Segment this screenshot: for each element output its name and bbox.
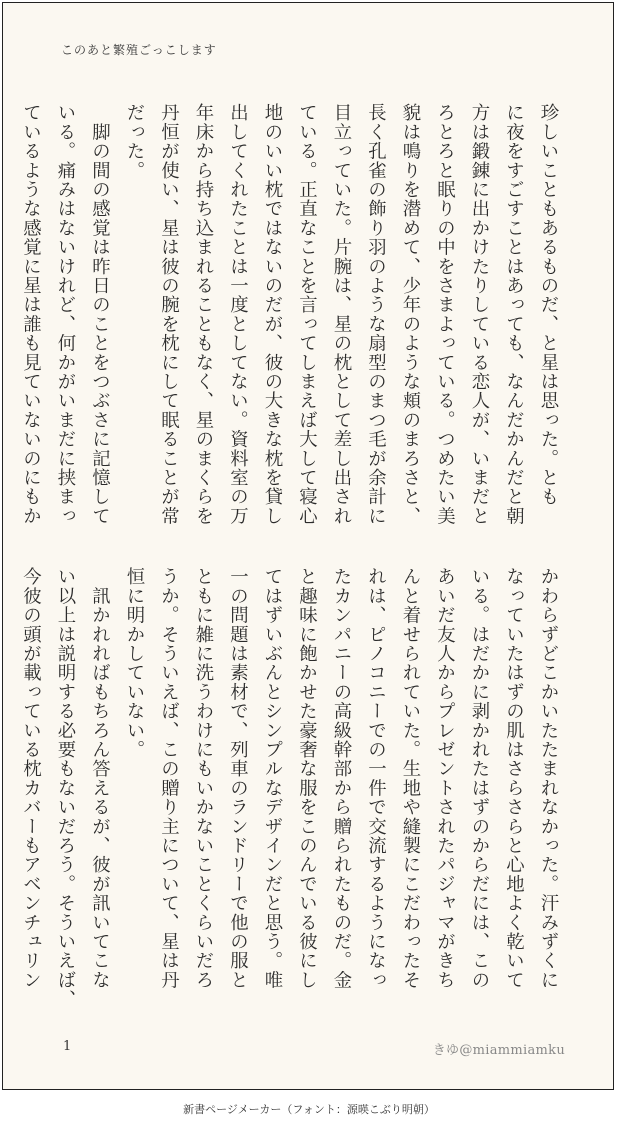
text-line: 地のいい枕ではないのだが、彼の大きな枕を貸し <box>262 103 283 526</box>
text-line: い以上は説明する必要もないだろう。そういえば、 <box>55 567 76 1009</box>
text-line: 脚の間の感覚は昨日のことをつぶさに記憶して <box>89 103 111 526</box>
text-line: ているような感覚に星は誰も見ていないのにもか <box>20 103 42 526</box>
author-handle: きゆ@miammiamku <box>432 1043 565 1058</box>
text-line: 恒に明かしていない。 <box>124 567 145 759</box>
text-line: 今彼の頭が載っている枕カバーもアベンチュリン <box>20 567 42 990</box>
page-title: このあと繁殖ごっこします <box>61 43 217 57</box>
text-line: 貌は鳴りを潜めて、少年のような頬のまろさと、 <box>400 103 421 526</box>
text-line: いる。はだかに剥かれたはずのからだには、この <box>469 567 490 990</box>
text-line: 年床から持ち込まれることもなく、星のまくらを <box>193 103 214 526</box>
text-line: いる。痛みはないけれど、何かがいまだに挟まっ <box>55 103 76 526</box>
text-block-lower <box>13 567 565 1009</box>
page <box>2 2 614 1090</box>
text-line: 珍しいこともあるものだ、と星は思った。とも <box>538 103 559 507</box>
text-line: かわらずどこかいたたまれなかった。汗みずくに <box>538 567 559 990</box>
text-line: んと着せられていた。生地や縫製にこだわったそ <box>400 567 421 990</box>
text-line: なっていたはずの肌はさらさらと心地よく乾いて <box>503 567 525 990</box>
page-number: 1 <box>63 1039 72 1054</box>
text-line: ともに雑に洗うわけにもいかないことくらいだろ <box>193 567 214 990</box>
text-line: れは、ピノコニーでの一件で交流するようになっ <box>365 567 387 990</box>
text-line: うか。そういえば、この贈り主について、星は丹 <box>158 567 180 990</box>
text-line: 目立っていた。片腕は、星の枕として差し出され <box>331 103 352 526</box>
text-line: てはずいぶんとシンプルなデザインだと思う。唯 <box>262 567 283 990</box>
text-line: ろとろと眠りの中をさまよっている。つめたい美 <box>434 103 456 526</box>
text-line: に夜をすごすことはあっても、なんだかんだと朝 <box>503 103 525 526</box>
text-line: 方は鍛錬に出かけたりしている恋人が、いまだと <box>469 103 490 526</box>
generator-credit: 新書ページメーカー（フォント：源暎こぶり明朝） <box>183 1103 435 1116</box>
text-line: 出してくれたことは一度としてない。資料室の万 <box>227 103 249 526</box>
text-line: ている。正直なことを言ってしまえば大して寝心 <box>296 103 318 526</box>
text-line: と趣味に飽かせた豪奢な服をこのんでいる彼にし <box>296 567 318 990</box>
text-block-upper <box>13 103 565 533</box>
text-line: だった。 <box>124 103 145 180</box>
text-line: 長く孔雀の飾り羽のような扇型のまつ毛が余計に <box>365 103 387 526</box>
text-line: たカンパニーの高級幹部から贈られたものだ。金 <box>331 567 352 990</box>
text-line: 一の問題は素材で、列車のランドリーで他の服と <box>227 567 249 990</box>
text-line: 丹恒が使い、星は彼の腕を枕にして眠ることが常 <box>158 103 180 526</box>
text-line: あいだ友人からプレゼントされたパジャマがきち <box>434 567 456 990</box>
text-line: 訊かれればもちろん答えるが、彼が訊いてこな <box>89 567 111 990</box>
